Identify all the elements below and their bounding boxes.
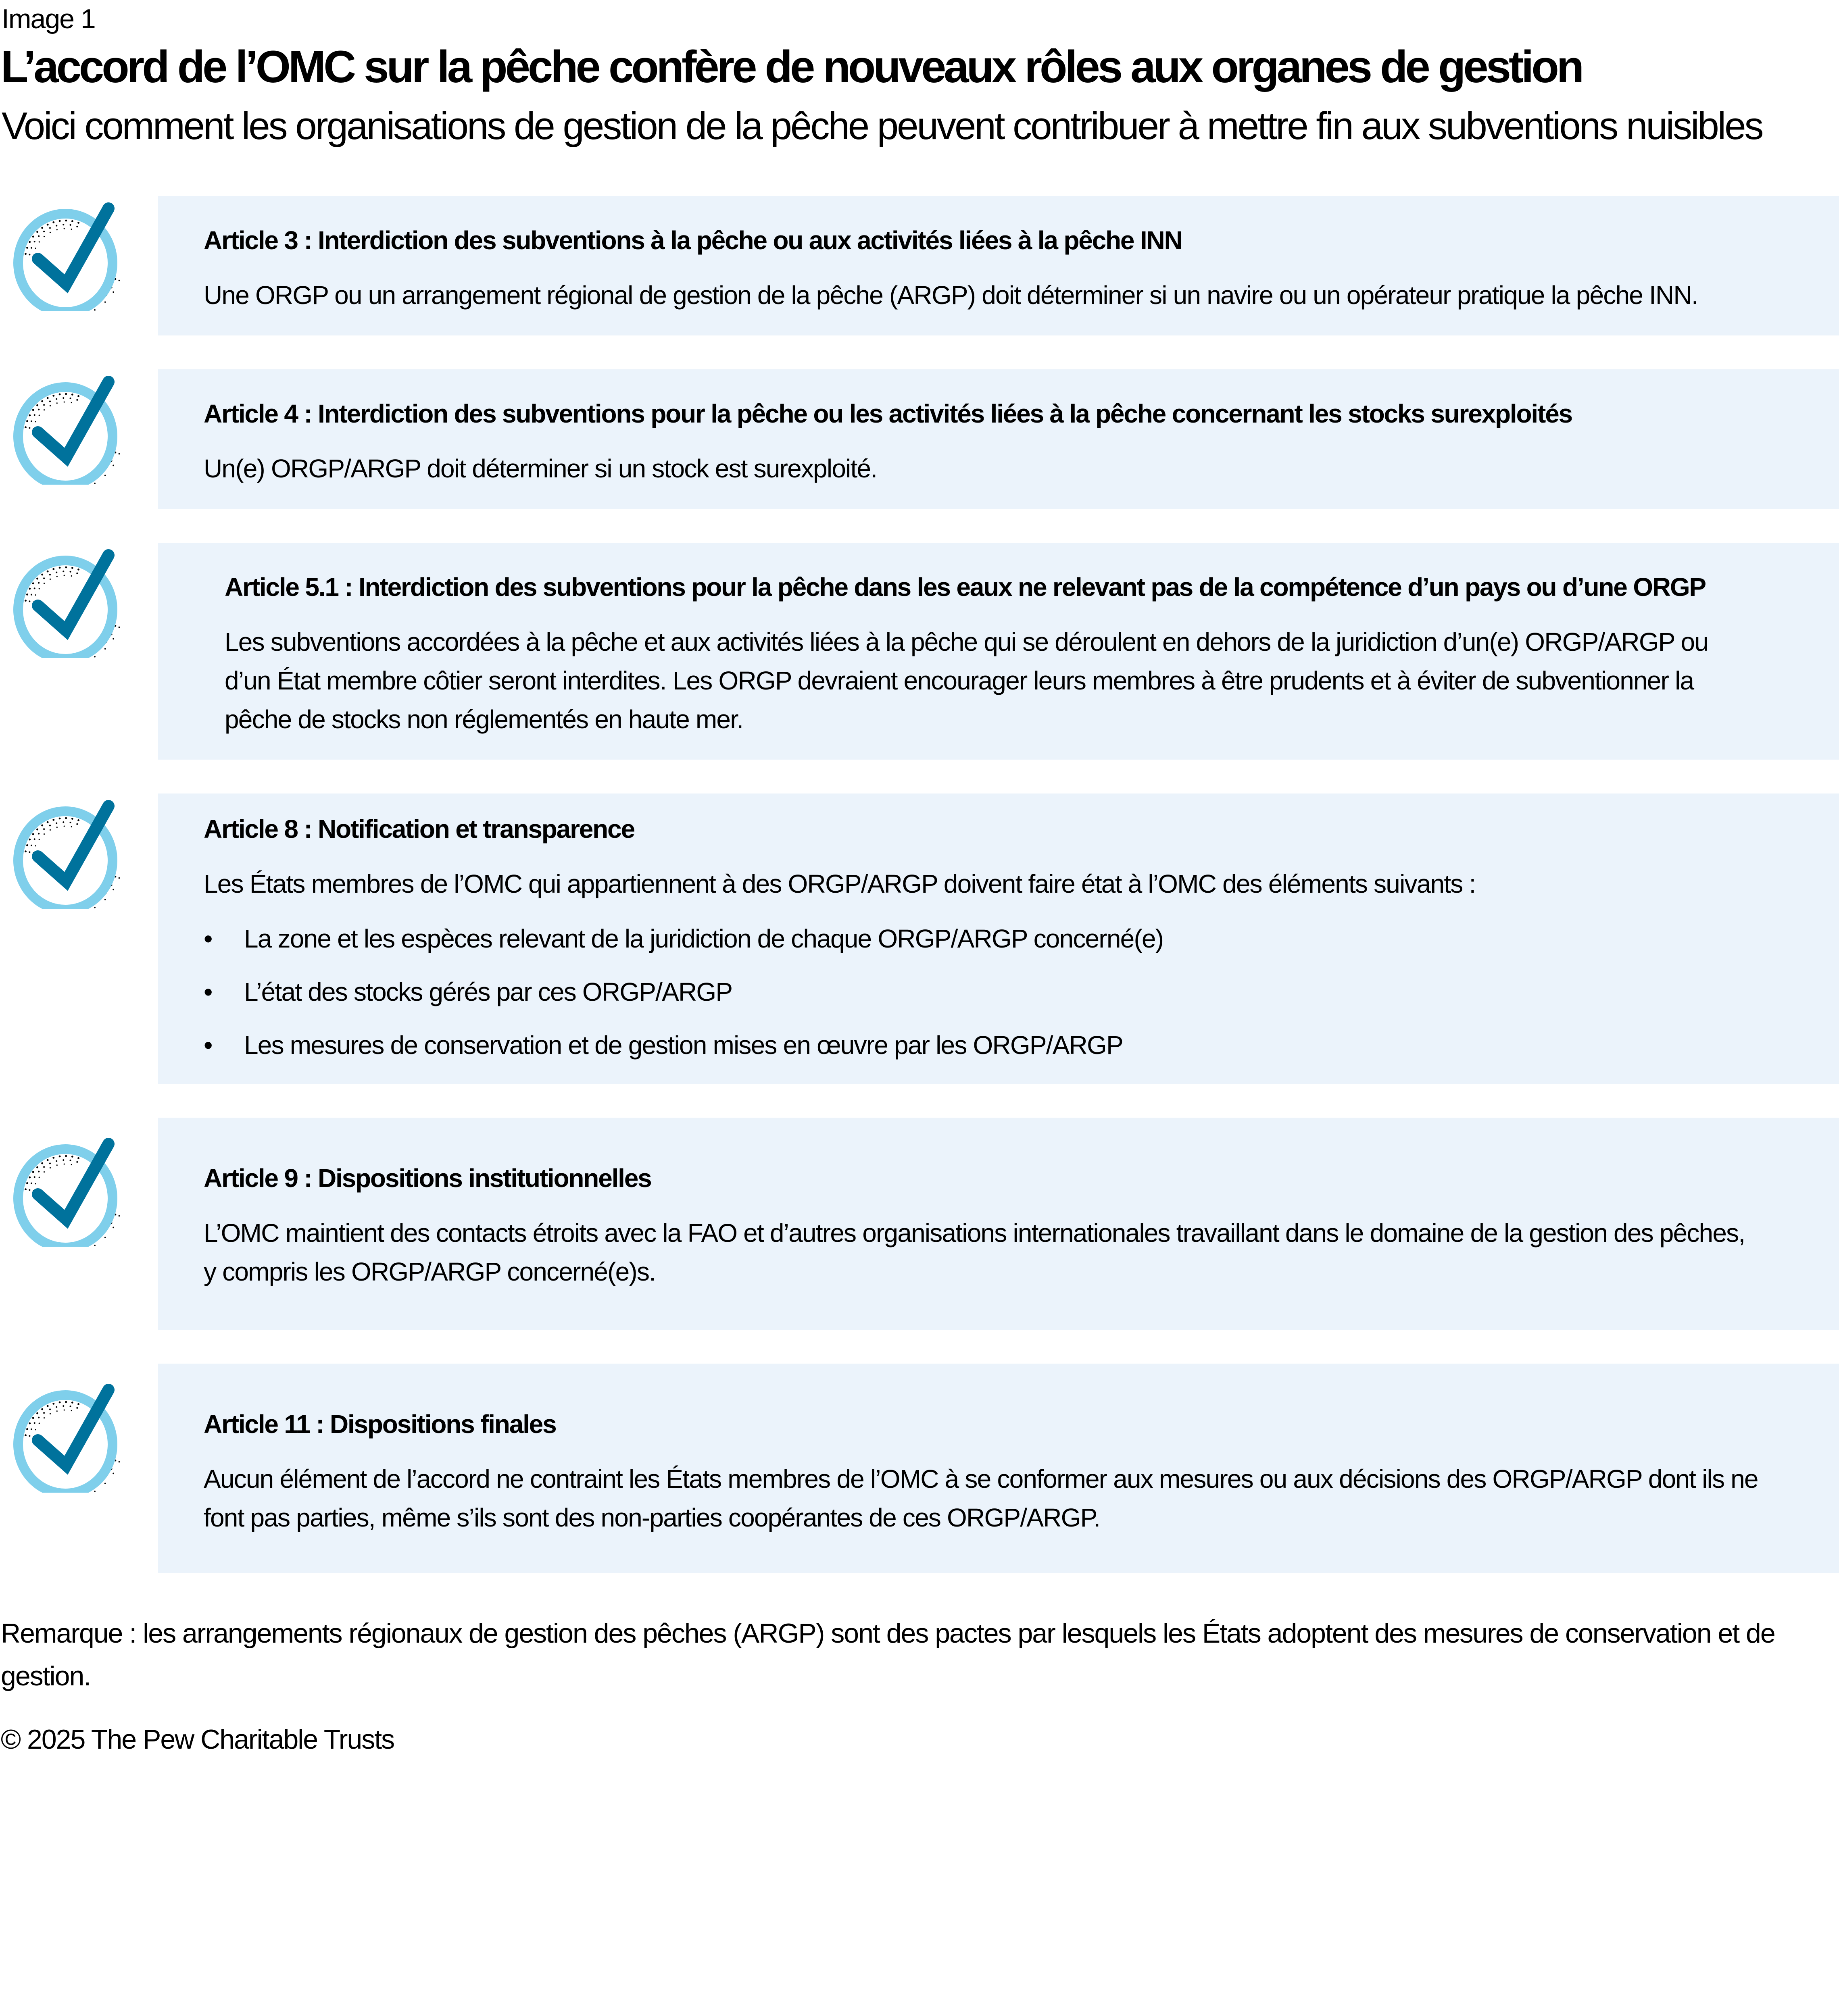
halftone-dot [35,421,36,422]
halftone-dot [25,1188,27,1190]
halftone-dot [56,823,57,824]
halftone-dot [38,235,40,237]
halftone-dot [34,241,35,242]
halftone-dot [47,1159,49,1161]
halftone-dot [35,594,36,596]
halftone-dot [94,1245,96,1246]
halftone-dot [64,228,65,229]
article-heading: Article 4 : Interdiction des subventions pour la pêche ou les activités liées à la pêche concernant les stocks surexploités [204,399,1572,428]
halftone-dot [35,248,36,249]
article-card [0,543,1839,760]
halftone-dot [50,1413,51,1414]
halftone-dot [94,1491,96,1492]
halftone-dot [71,1164,72,1165]
halftone-dot [26,1182,28,1184]
halftone-dot [64,825,65,827]
halftone-dot [63,224,64,225]
halftone-dot [32,582,34,584]
halftone-dot [65,393,67,395]
article-card [0,793,1839,1084]
halftone-dot [56,827,58,828]
halftone-dot [34,1176,35,1178]
halftone-dot [41,574,43,576]
halftone-dot [32,235,34,237]
halftone-dot [36,1166,38,1168]
page-title: L’accord de l’OMC sur la pêche confère de nouveaux rôles aux organes de gestion [1,42,1582,92]
halftone-dot [38,1171,40,1173]
halftone-dot [119,1215,120,1217]
halftone-dot [25,850,27,852]
halftone-dot [104,899,106,900]
halftone-dot [29,427,30,429]
halftone-dot [65,1155,67,1157]
halftone-dot [63,1159,64,1161]
halftone-dot [71,826,72,827]
checkmark-circle-icon [6,1126,127,1247]
halftone-dot [119,627,120,628]
halftone-dot [43,231,45,232]
halftone-dot [47,397,49,399]
halftone-dot [26,594,28,596]
halftone-dot [39,839,40,840]
halftone-dot [31,247,32,249]
halftone-dot [65,220,67,222]
halftone-dot [56,225,57,227]
halftone-dot [44,583,45,584]
halftone-dot [63,821,64,823]
halftone-dot [29,1422,31,1425]
figure-label: Image 1 [2,4,95,34]
article-box [158,1364,1839,1573]
halftone-dot [36,1412,38,1414]
checkmark-circle-icon [6,190,127,311]
halftone-dot [113,638,114,640]
halftone-dot [41,400,43,402]
halftone-dot [59,1156,61,1158]
halftone-dot [56,402,58,404]
halftone-dot [76,1407,78,1409]
article-heading: Article 9 : Dispositions institutionnelles [204,1164,651,1193]
halftone-dot [49,1408,51,1410]
halftone-dot [26,420,28,422]
halftone-dot [47,571,49,573]
halftone-dot [119,1461,120,1463]
halftone-dot [119,453,120,455]
halftone-dot [41,1408,43,1410]
halftone-dot [77,1157,79,1159]
halftone-dot [41,825,43,827]
halftone-dot [71,402,72,403]
halftone-dot [56,576,58,577]
halftone-dot [31,845,32,846]
article-card [0,369,1839,509]
halftone-dot [29,414,31,417]
article-box [158,369,1839,509]
halftone-dot [38,409,40,410]
halftone-dot [43,1412,45,1414]
halftone-dot [64,575,65,576]
article-body: L’OMC maintient des contacts étroits avec la FAO et d’autres organisations internationales travaillant dans le domaine de la gestion des pêches, y compris les ORGP/ARGP concerné(e)s. [204,1218,1745,1286]
halftone-dot [25,1434,27,1436]
article-bullet-list [204,912,1758,1072]
halftone-dot [56,572,57,573]
list-item-text: La zone et les espèces relevant de la juridiction de chaque ORGP/ARGP concerné(e) [244,924,1163,953]
halftone-dot [32,409,34,411]
article-body: Une ORGP ou un arrangement régional de gestion de la pêche (ARGP) doit déterminer si un navire ou un opérateur pratique la pêche INN. [204,281,1698,310]
halftone-dot [71,818,73,820]
halftone-dot [70,1406,71,1407]
halftone-dot [52,1403,54,1405]
halftone-dot [70,398,71,399]
halftone-dot [94,656,96,658]
list-item [204,912,1758,965]
halftone-dot [94,483,96,484]
halftone-dot [70,1160,71,1161]
halftone-dot [113,1227,114,1229]
halftone-dot [56,1410,58,1412]
halftone-dot [77,569,79,571]
halftone-dot [47,1405,49,1407]
checkmark-circle-icon [6,364,127,485]
halftone-dot [29,1177,31,1179]
halftone-dot [77,222,79,224]
halftone-dot [29,588,31,590]
halftone-dot [50,232,51,233]
halftone-dot [104,1237,106,1238]
article-box [158,543,1839,760]
halftone-dot [32,833,34,835]
halftone-dot [71,1156,73,1158]
halftone-dot [59,818,61,820]
list-item [204,965,1758,1018]
halftone-dot [44,236,45,237]
halftone-dot [104,475,106,476]
halftone-dot [35,845,36,846]
halftone-dot [59,1402,61,1404]
halftone-dot [71,394,73,396]
list-item [204,1018,1758,1072]
halftone-dot [34,414,35,416]
article-card [0,196,1839,335]
halftone-dot [41,227,43,229]
list-item-text: L’état des stocks gérés par ces ORGP/ARGP [244,977,732,1006]
article-body: Les subventions accordées à la pêche et aux activités liées à la pêche qui se déroulent en dehors de la juridiction d’un(e) ORGP/ARGP ou d’un État membre côtier seront interdites. Les ORGP devraient encourager leurs membres à être prudents et à éviter de subventionner la pêche de stocks non réglementés en haute mer. [225,627,1708,734]
page-subtitle: Voici comment les organisations de gestion de la pêche peuvent contribuer à mettre fin aux subventions nuisibles [2,104,1762,148]
halftone-dot [56,1160,57,1162]
halftone-dot [50,579,51,580]
checkmark-circle-icon [6,537,127,658]
halftone-dot [50,405,51,406]
halftone-dot [35,1183,36,1184]
halftone-dot [36,578,38,580]
halftone-dot [50,829,51,831]
halftone-dot [38,582,40,584]
bullet-icon: • [204,977,212,1006]
halftone-dot [71,567,73,569]
halftone-dot [94,907,96,908]
article-body: Aucun élément de l’accord ne contraint les États membres de l’OMC à se conformer aux mesures ou aux décisions des ORGP/ARGP dont ils ne font pas parties, même s’ils sont des non-parties coopérantes de ces ORGP/ARGP. [204,1464,1758,1532]
halftone-dot [39,1177,40,1178]
list-item-text: Les mesures de conservation et de gestion mises en œuvre par les ORGP/ARGP [244,1031,1123,1060]
halftone-dot [64,1163,65,1164]
halftone-dot [49,574,51,575]
article-box [158,793,1839,1084]
halftone-dot [39,414,40,416]
footnote: Remarque : les arrangements régionaux de gestion des pêches (ARGP) sont des pactes par lesquels les États adoptent des mesures de conservation et de gestion. [1,1618,1775,1691]
halftone-dot [43,577,45,579]
halftone-dot [76,573,78,574]
halftone-dot [76,399,78,401]
halftone-dot [43,828,45,830]
halftone-dot [77,1403,79,1405]
halftone-dot [41,1162,43,1164]
article-heading: Article 3 : Interdiction des subventions à la pêche ou aux activités liées à la pêche INN [204,226,1182,255]
halftone-dot [52,819,54,821]
halftone-dot [31,421,32,422]
article-card [0,1364,1839,1573]
halftone-dot [29,839,31,841]
halftone-dot [36,829,38,831]
halftone-dot [113,465,114,467]
halftone-dot [94,309,96,311]
halftone-dot [71,575,72,577]
halftone-dot [43,1166,45,1168]
halftone-dot [25,600,27,602]
halftone-dot [65,566,67,569]
halftone-dot [29,600,30,602]
halftone-dot [59,394,61,396]
halftone-dot [63,397,64,399]
halftone-dot [76,226,78,227]
halftone-dot [36,231,38,233]
halftone-dot [34,1422,35,1424]
halftone-dot [44,833,45,835]
halftone-dot [76,823,78,825]
halftone-dot [50,1167,51,1168]
halftone-dot [56,398,57,400]
halftone-dot [44,1171,45,1173]
halftone-dot [63,1405,64,1407]
halftone-dot [65,1401,67,1403]
halftone-dot [49,1162,51,1164]
article-heading: Article 8 : Notification et transparence [204,814,634,843]
halftone-dot [44,409,45,410]
halftone-dot [49,400,51,402]
halftone-dot [34,838,35,840]
halftone-dot [32,1171,34,1173]
halftone-dot [119,280,120,281]
halftone-dot [65,817,67,819]
halftone-dot [56,1164,58,1166]
article-body: Un(e) ORGP/ARGP doit déterminer si un stock est surexploité. [204,454,877,483]
halftone-dot [104,1483,106,1484]
halftone-dot [104,648,106,650]
halftone-dot [34,587,35,589]
halftone-dot [25,426,27,428]
copyright: © 2025 The Pew Charitable Trusts [1,1724,394,1755]
halftone-dot [31,594,32,596]
halftone-dot [29,254,30,255]
halftone-dot [70,571,71,573]
halftone-dot [44,1417,45,1418]
halftone-dot [52,568,54,570]
checkmark-circle-icon [6,788,127,909]
article-box [158,196,1839,335]
halftone-dot [59,567,61,569]
halftone-dot [113,292,114,293]
halftone-dot [77,395,79,397]
halftone-dot [64,401,65,402]
halftone-dot [104,301,106,303]
halftone-dot [38,1417,40,1418]
bullet-icon: • [204,924,212,953]
halftone-dot [39,241,40,242]
article-box [158,1118,1839,1330]
halftone-dot [70,224,71,226]
halftone-dot [29,241,31,243]
halftone-dot [64,1409,65,1410]
article-body: Les États membres de l’OMC qui appartiennent à des ORGP/ARGP doivent faire état à l’OMC des éléments suivants : [204,869,1476,898]
halftone-dot [36,404,38,406]
halftone-dot [52,395,54,397]
halftone-dot [77,819,79,821]
halftone-dot [113,1473,114,1475]
halftone-dot [63,571,64,572]
halftone-dot [52,221,54,223]
halftone-dot [113,889,114,891]
halftone-dot [29,851,30,853]
halftone-dot [43,404,45,406]
halftone-dot [71,220,73,222]
halftone-dot [119,877,120,879]
halftone-dot [71,229,72,230]
halftone-dot [26,247,28,249]
article-heading: Article 11 : Dispositions finales [204,1410,556,1439]
halftone-dot [49,227,51,229]
halftone-dot [38,833,40,835]
article-card [0,1118,1839,1330]
halftone-dot [71,1402,73,1404]
halftone-dot [25,253,27,255]
halftone-dot [49,825,51,826]
halftone-dot [76,1161,78,1163]
halftone-dot [29,1189,30,1191]
article-heading: Article 5.1 : Interdiction des subventions pour la pêche dans les eaux ne relevant pas de la compétence d’un pays ou d’une ORGP [225,573,1706,602]
halftone-dot [59,220,61,222]
halftone-dot [31,1183,32,1184]
halftone-dot [71,1410,72,1411]
halftone-dot [35,1429,36,1430]
bullet-icon: • [204,1031,212,1060]
halftone-dot [32,1417,34,1419]
halftone-dot [70,822,71,823]
halftone-dot [39,1422,40,1424]
halftone-dot [26,844,28,846]
halftone-dot [52,1157,54,1159]
checkmark-circle-icon [6,1372,127,1493]
halftone-dot [47,224,49,226]
halftone-dot [56,229,58,230]
article-list [0,196,1839,1573]
halftone-dot [31,1429,32,1430]
halftone-dot [29,1435,30,1437]
halftone-dot [47,821,49,823]
halftone-dot [26,1428,28,1430]
halftone-dot [39,588,40,589]
halftone-dot [56,1406,57,1408]
